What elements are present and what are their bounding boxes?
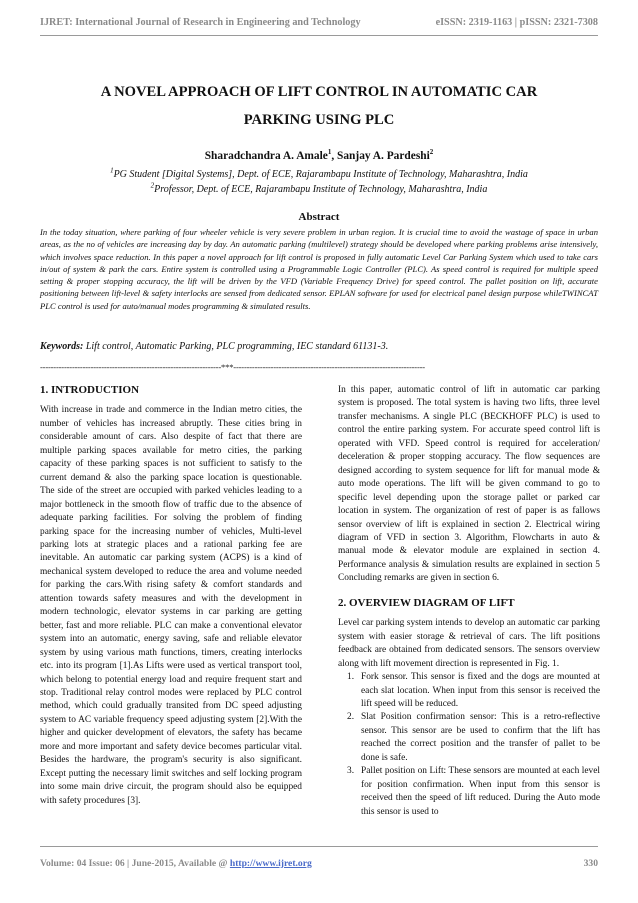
keywords	[40, 340, 598, 353]
page-number: 330	[583, 858, 598, 869]
overview-heading: 2. OVERVIEW DIAGRAM OF LIFT	[338, 596, 515, 609]
volume-info: Volume: 04 Issue: 06 | June-2015, Available @	[40, 858, 230, 869]
running-footer	[40, 858, 598, 869]
introduction-paragraph: With increase in trade and commerce in the Indian metro cities, the number of vehicles has increased abruptly. These cities bring in considerable amount of cars. Also despite of fact that there are multiple parking spaces available for metro cities, the parking capacity of these parking spaces is not sufficient to satisfy to the current demand & also the parking space location is questionable. The side of the street are occupied with parked vehicles leading to a major bottleneck in the smooth flow of traffic due to the absence of adequate parking facilities. For solving the problem of finding parking space for the increasing number of vehicles, Multi-level parking lots at strategic places and a rational parking fee are inevitable. An automatic car parking system (ACPS) is a kind of mechanical system developed to reduce the area and volume needed for parking the cars.With rising safety & comfort standards and attention towards safety measures and with the development in modern technologic, elevator systems in car parking are getting better, fast and more reliable. PLC can make a conventional elevator system into an automatic, energy saving, safe and reliable elevator system by using various math functions, timers, creating interlocks etc. into its program [1].As Lifts were used as vertical transport tool, which belong to potential energy load and require frequent start and stop. Traditional relay control modes were replaced by PLC control method, which could gradually transited from DC speed adjusting system to AC variable frequency speed adjusting system [2].With the higher and quicker development of elevators, the safety has became more and more important and safety device becomes particular vital. Besides the hardware, the program's security is also significant. Except putting the necessary limit switches and self locking program into some main drive circuit, the program should also be equipped with safety procedures [3].	[40, 405, 302, 806]
right-column	[338, 384, 600, 819]
list-item: 1. Fork sensor. This sensor is fixed and the dogs are mounted at each slat location. When input from this sensor is received the lift speed will be reduced.	[347, 672, 600, 709]
author-list: Sharadchandra A. Amale$^1$, Sanjay A. Pardeshi$^2$	[204, 148, 434, 162]
affiliation-1: $^1$PG Student [Digital Systems], Dept. of ECE, Rajarambapu Institute of Technology, Maharashtra, India	[110, 166, 528, 180]
footer-rule	[40, 846, 598, 847]
journal-link[interactable]: http://www.ijret.org	[229, 858, 312, 869]
keywords-text: Lift control, Automatic Parking, PLC programming, IEC standard 61131-3.	[83, 341, 389, 352]
list-item: 3. Pallet position on Lift: These sensors are mounted at each level for position confirmation. When input from this sensor is received then the speed of lift reduced. During the Auto mode this sensor is used to	[347, 766, 600, 817]
keywords-label: Keywords:	[40, 341, 84, 352]
list-item: 2. Slat Position confirmation sensor: This is a retro-reflective sensor. This sensor are be used to confirm that the lift has reached the correct position and the transfer of pallet to be done is safe.	[347, 712, 600, 763]
overview-paragraph: Level car parking system intends to develop an automatic car parking system with easier storage & retrieval of cars. The lift positions feedback are obtained from dedicated sensors. The sensors overview along with lift movement direction is represented in Fig. 1.	[338, 618, 600, 669]
abstract-heading: Abstract	[298, 211, 340, 223]
header-rule	[40, 35, 598, 36]
introduction-paragraph-2: In this paper, automatic control of lift in automatic car parking system is proposed. The total system is having two lifts, three level transfer mechanisms. A single PLC (BECKHOFF PLC) is used to control the entire parking system. For accurate speed control lift is operated with VFD. Speed control is required for acceleration/ deceleration & proper stopping accuracy. The flow sequences are designed according to system sequence for lift for manual mode & auto mode operations. The lift will be given command to go to specific level depending upon the storage pallet or parked car location in system. The organization of rest of paper is as fallows sensor overview of lift is explained in section 2. Electrical wiring diagram of VFD in section 3. Algorithm, Flowcharts in auto & manual mode & elevator module are explained in section 4. Performance analysis & simulation results are explained in section 5 Concluding remarks are given in section 6.	[338, 385, 600, 584]
affiliation-2: $^2$Professor, Dept. of ECE, Rajarambapu Institute of Technology, Maharashtra, India	[150, 181, 488, 195]
introduction-heading: 1. INTRODUCTION	[40, 384, 140, 396]
sensor-list	[338, 671, 600, 819]
author-1: Sharadchandra A. Amale	[204, 150, 328, 162]
author-2: Sanjay A. Pardeshi	[337, 150, 430, 162]
issn: eISSN: 2319-1163 | pISSN: 2321-7308	[435, 17, 598, 28]
paper-title: A NOVEL APPROACH OF LIFT CONTROL IN AUTOMATIC CAR PARKING USING PLC	[100, 84, 538, 128]
section-separator: --------------------------------------------------------------------***------------------------------------------------------------------------	[40, 362, 425, 372]
journal-name: IJRET: International Journal of Research in Engineering and Technology	[40, 17, 361, 28]
abstract-text: In the today situation, where parking of four wheeler vehicle is very severe problem in urban region. It is crucial time to avoid the wastage of space in urban areas, as the no of vehicles are increasing day by day. An automatic parking (multilevel) strategy should be developed where parking problems arise intensively, which involves space reduction. In this paper a novel approach for lift control is proposed in fully automatic Level Car Parking System which used to take cars in/out of system & park the cars. Entire system is controlled using a Programmable Logic Controller (PLC). As speed control is required for multiple speed setting & proper stopping accuracy, the lift will be driven by the VFD (Variable Frequency Drive) for speed control. The pallet position on lift, accurate positioning between lift-level & safety interlocks are sensed from dedicated sensor. EPLAN software for used for electrical panel design purpose whileTWINCAT PLC control is used for auto/manual modes programming & simulated results.	[40, 227, 598, 311]
left-column	[40, 384, 302, 808]
affiliations	[40, 167, 598, 197]
